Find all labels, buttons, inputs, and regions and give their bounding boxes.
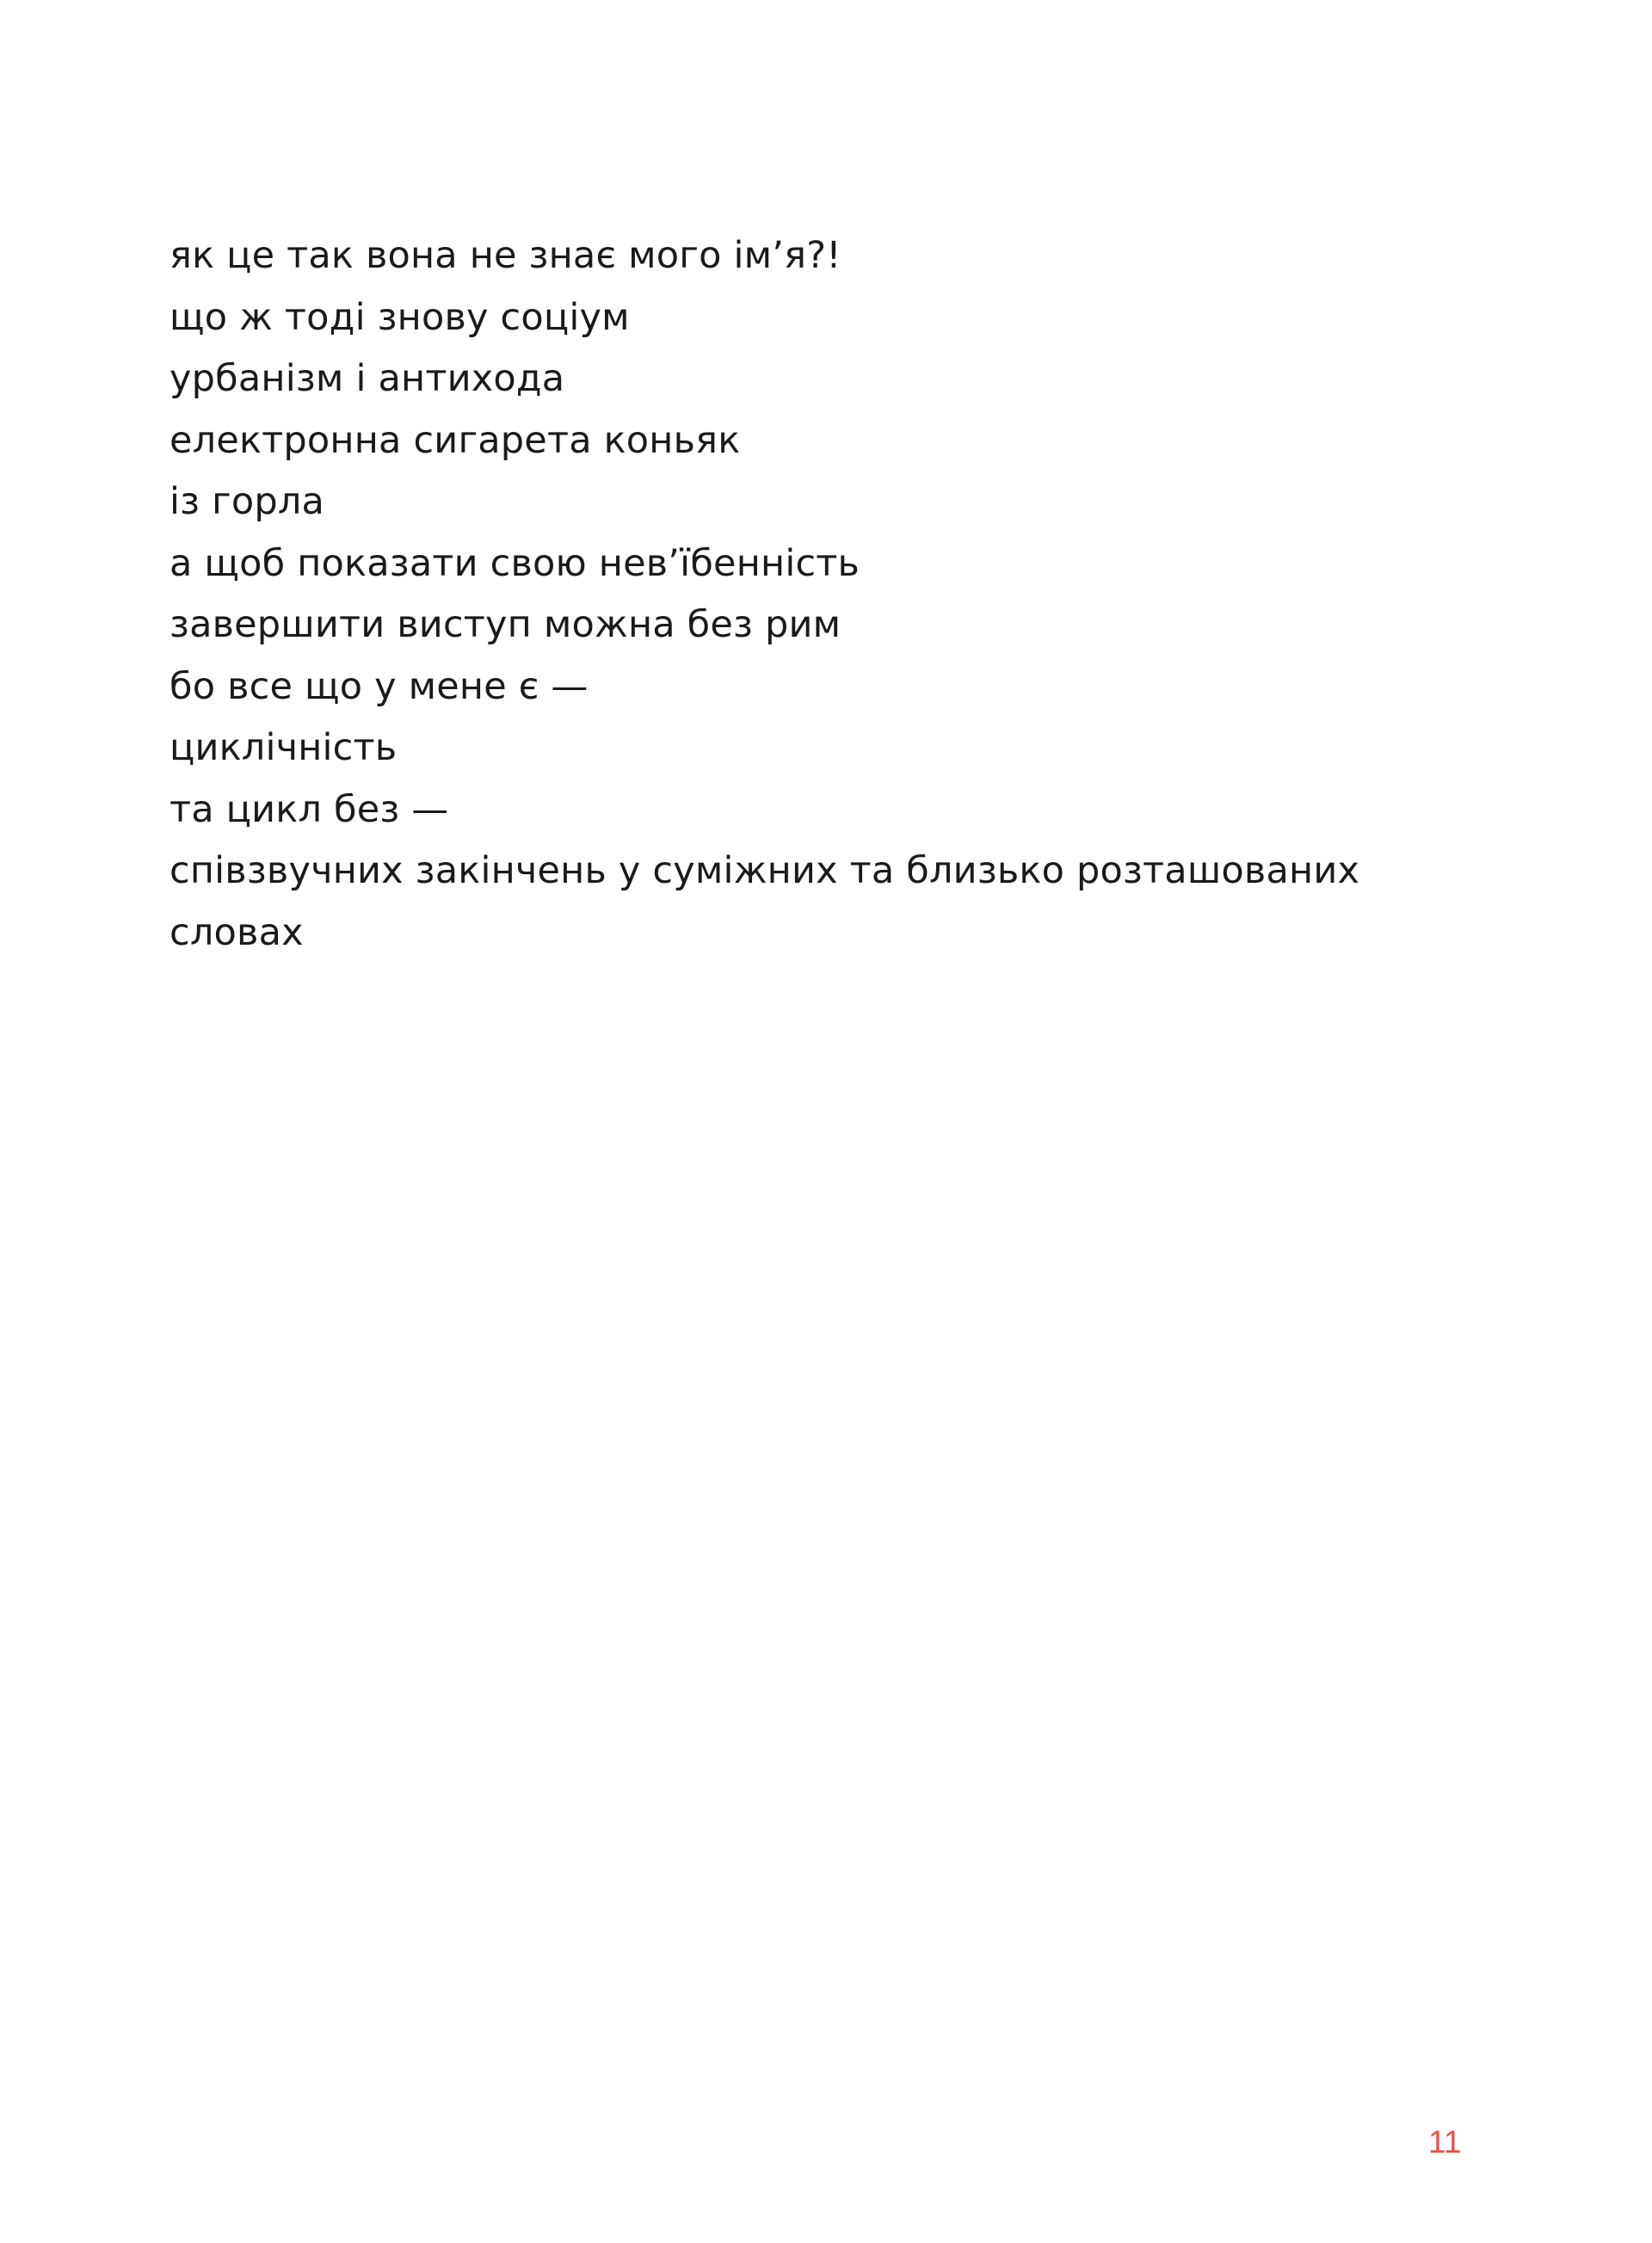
page-number: 11 — [1428, 2124, 1462, 2160]
poem-line: та цикл без — — [170, 787, 449, 831]
poem-line: бо все що у мене є — — [170, 664, 589, 708]
poem-line: електронна сигарета коньяк — [170, 418, 741, 462]
poem-line: а щоб показати свою нев’їбенність — [170, 541, 860, 585]
poem — [170, 225, 1546, 964]
poem-line: як це так вона не знає мого ім’я?! — [170, 234, 841, 277]
poem-line: співзвучних закінчень у суміжних та близько розташованих — [170, 849, 1360, 892]
poem-line: словах — [170, 910, 304, 954]
poem-line: циклічність — [170, 726, 398, 769]
poem-line: із горла — [170, 480, 325, 523]
poem-line: урбанізм і антихода — [170, 357, 565, 400]
poem-line: що ж тоді знову соціум — [170, 295, 630, 339]
poem-line: завершити виступ можна без рим — [170, 603, 841, 646]
